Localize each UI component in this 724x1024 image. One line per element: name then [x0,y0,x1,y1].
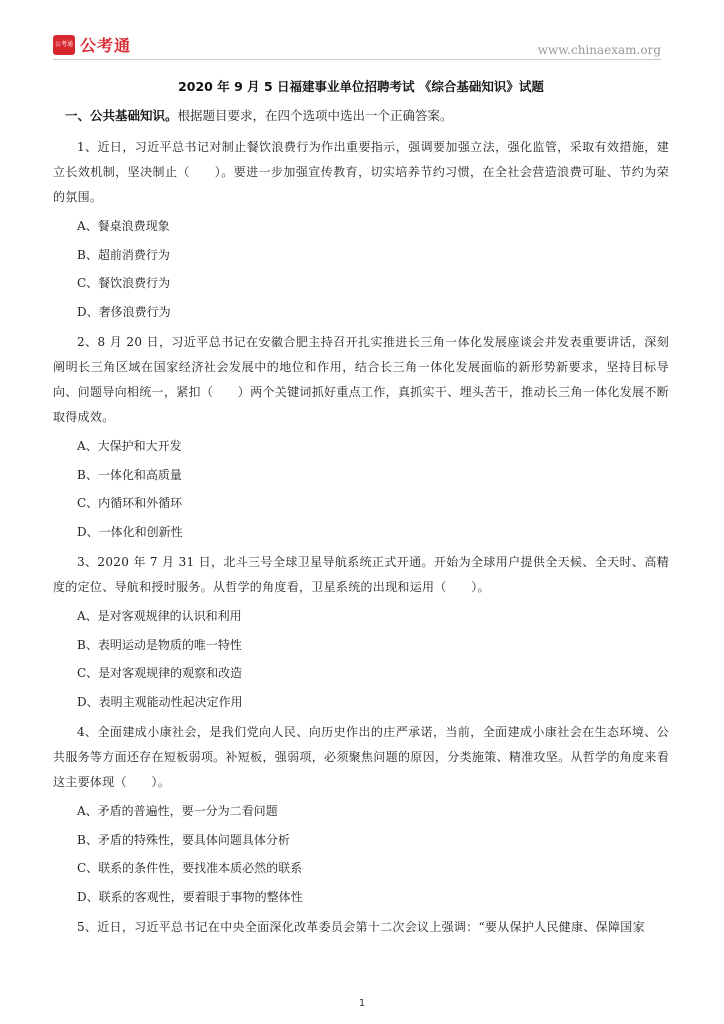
answer-option: A、是对客观规律的认识和利用 [77,609,242,623]
section-heading [53,106,669,126]
answer-option: B、表明运动是物质的唯一特性 [77,637,242,652]
answer-option: B、超前消费行为 [77,247,170,262]
question-stem: 4、全面建成小康社会，是我们党向人民、向历史作出的庄严承诺，当前，全面建成小康社会在生态环境、公共服务等方面还存在短板弱项。补短板，强弱项，必须聚焦问题的原因，分类施策、精准攻坚。从哲学的角度来看这主要体现（ ）。 [53,725,669,789]
answer-option: D、联系的客观性，要着眼于事物的整体性 [77,889,303,904]
question-stem: 2、8 月 20 日，习近平总书记在安徽合肥主持召开扎实推进长三角一体化发展座谈会并发表重要讲话，深刻阐明长三角区域在国家经济社会发展中的地位和作用，结合长三角一体化发展面临的新形势新要求，坚持目标导向、问题导向相统一，紧扣（ ）两个关键词抓好重点工作，真抓实干、埋头苦干，推动长三角一体化发展不断取得成效。 [53,335,669,424]
question-list [53,135,669,940]
answer-option: C、是对客观规律的观察和改造 [77,666,243,680]
answer-option: C、联系的条件性，要找准本质必然的联系 [77,861,303,875]
question-stem: 5、近日，习近平总书记在中央全面深化改革委员会第十二次会议上强调：“要从保护人民健康、保障国家 [77,920,645,934]
answer-option: A、矛盾的普遍性，要一分为二看问题 [77,804,278,818]
question-stem: 3、2020 年 7 月 31 日，北斗三号全球卫星导航系统正式开通。开始为全球用户提供全天候、全天时、高精度的定位、导航和授时服务。从哲学的角度看，卫星系统的出现和运用（ ）。 [53,555,669,594]
answer-option: C、内循环和外循环 [77,496,183,510]
section-heading-label: 一、公共基础知识。 [65,108,178,123]
answer-option: D、奢侈浪费行为 [77,304,171,319]
answer-option: D、表明主观能动性起决定作用 [77,694,243,709]
answer-option: A、餐桌浪费现象 [77,219,170,233]
answer-option: A、大保护和大开发 [77,439,182,453]
answer-option: C、餐饮浪费行为 [77,276,171,290]
section-heading-instruction: 根据题目要求，在四个选项中选出一个正确答案。 [177,108,453,123]
document-title: 2020 年 9 月 5 日福建事业单位招聘考试 《综合基础知识》试题 [178,79,544,94]
answer-option: D、一体化和创新性 [77,524,183,539]
logo-text: 公考通 [80,36,132,55]
document-body [53,77,669,946]
page-header [0,0,724,60]
page-number: 1 [358,998,366,1009]
brand-logo[interactable] [53,33,131,56]
site-url[interactable]: www.chinaexam.org [537,43,661,57]
logo-badge-icon: 公考通 [53,35,75,55]
answer-option: B、一体化和高质量 [77,467,182,482]
question-stem: 1、近日，习近平总书记对制止餐饮浪费行为作出重要指示，强调要加强立法，强化监管，采取有效措施，建立长效机制，坚决制止（ ）。要进一步加强宣传教育，切实培养节约习惯，在全社会营造浪费可耻、节约为荣的氛围。 [53,140,669,204]
answer-option: B、矛盾的特殊性，要具体问题具体分析 [77,832,290,847]
header-divider [53,59,661,60]
